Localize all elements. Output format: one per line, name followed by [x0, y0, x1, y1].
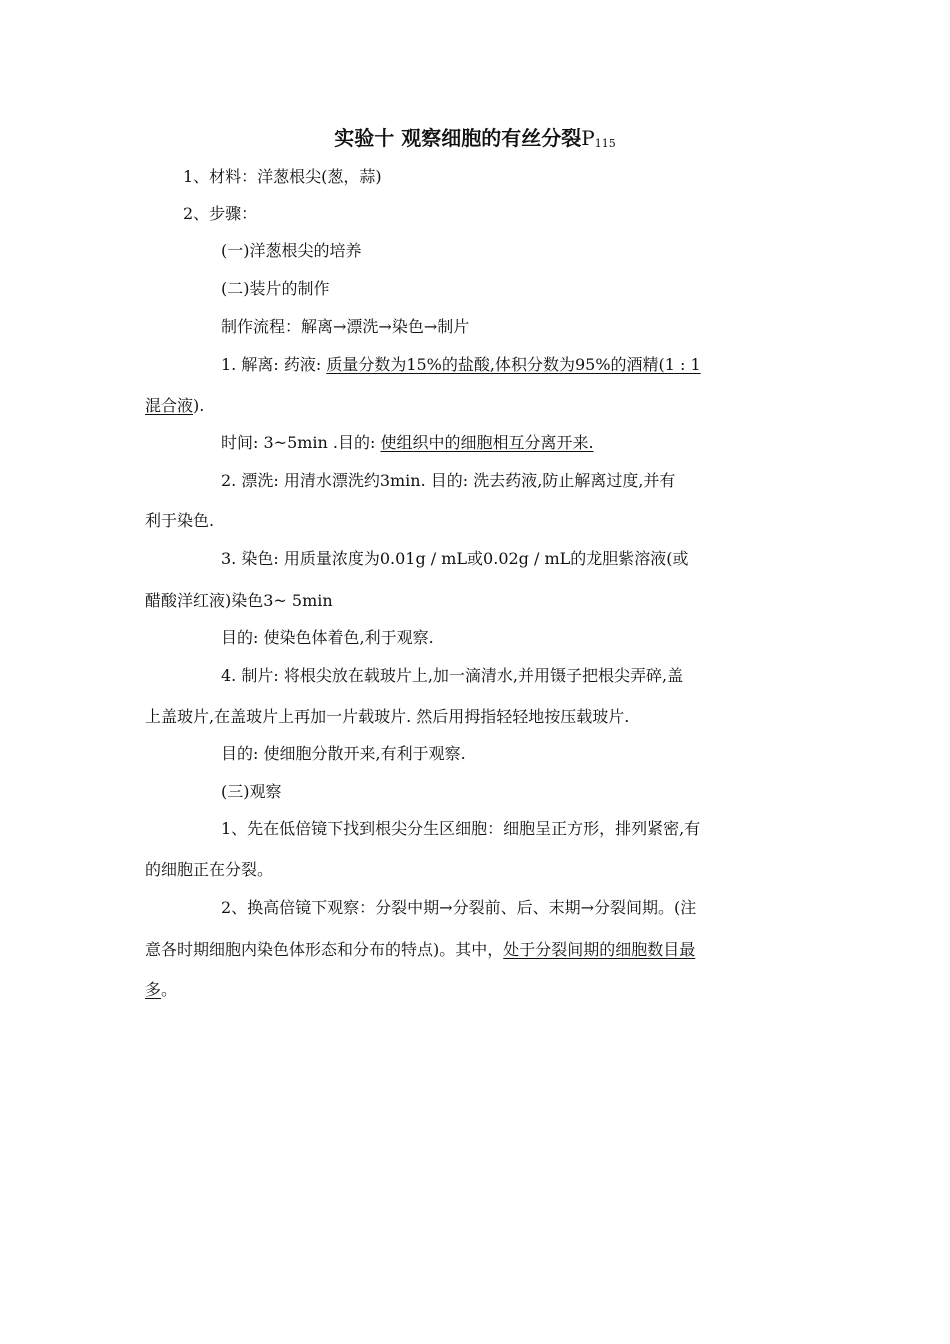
step1-purpose-underlined: 使组织中的细胞相互分离开来.: [380, 433, 594, 452]
title-p: P: [581, 126, 595, 150]
flow-line: 制作流程：解离→漂洗→染色→制片: [221, 317, 470, 336]
step3-line1: 3. 染色: 用质量浓度为0.01g / mL或0.02g / mL的龙胆紫溶液(或: [221, 549, 689, 568]
observation2-line1: 2、换高倍镜下观察：分裂中期→分裂前、后、末期→分裂间期。(注: [221, 898, 697, 917]
step1-line2: [145, 395, 204, 417]
step3-line2: 醋酸洋红液)染色3~ 5min: [145, 591, 333, 610]
part1-heading: (一)洋葱根尖的培养: [221, 241, 362, 260]
observation1-line2: 的细胞正在分裂。: [145, 860, 274, 879]
step4-purpose: 目的: 使细胞分散开来,有利于观察.: [221, 744, 466, 763]
materials-line: 1、材料：洋葱根尖(葱，蒜): [183, 167, 382, 186]
page-title: [0, 124, 950, 158]
step1-prefix: 1. 解离: 药液:: [221, 355, 327, 374]
step2-line2: 利于染色.: [145, 511, 215, 530]
steps-heading: 2、步骤：: [183, 204, 258, 223]
step1-reagent-underlined: 质量分数为15%的盐酸,体积分数为95%的酒精(1 : 1: [326, 355, 701, 374]
observation2-prefix: 意各时期细胞内染色体形态和分布的特点)。其中，: [145, 940, 504, 959]
part2-heading: (二)装片的制作: [221, 279, 330, 298]
step3-purpose: 目的: 使染色体着色,利于观察.: [221, 628, 434, 647]
step4-line2: 上盖玻片,在盖玻片上再加一片载玻片. 然后用拇指轻轻地按压载玻片.: [145, 707, 630, 726]
title-page-ref: 115: [594, 137, 616, 150]
observation2-line3: [145, 979, 177, 1001]
part3-heading: (三)观察: [221, 782, 282, 801]
step2-line1: 2. 漂洗: 用清水漂洗约3min. 目的: 洗去药液,防止解离过度,并有: [221, 471, 676, 490]
step1-time-prefix: 时间: 3~5min .目的:: [221, 433, 381, 452]
observation1-line1: 1、先在低倍镜下找到根尖分生区细胞：细胞呈正方形，排列紧密,有: [221, 819, 701, 838]
observation2-line2: [145, 939, 695, 961]
title-main: 实验十 观察细胞的有丝分裂: [334, 126, 582, 150]
step4-line1: 4. 制片: 将根尖放在载玻片上,加一滴清水,并用镊子把根尖弄碎,盖: [221, 666, 684, 685]
step1-line1: [221, 354, 806, 376]
step1-suffix: ).: [193, 396, 205, 415]
step1-reagent-underlined-cont: 混合液: [145, 396, 194, 415]
observation2-underlined-cont: 多: [145, 980, 162, 999]
step1-time-line: [221, 432, 594, 454]
observation2-underlined: 处于分裂间期的细胞数目最: [503, 940, 696, 959]
observation2-suffix: 。: [161, 980, 178, 999]
